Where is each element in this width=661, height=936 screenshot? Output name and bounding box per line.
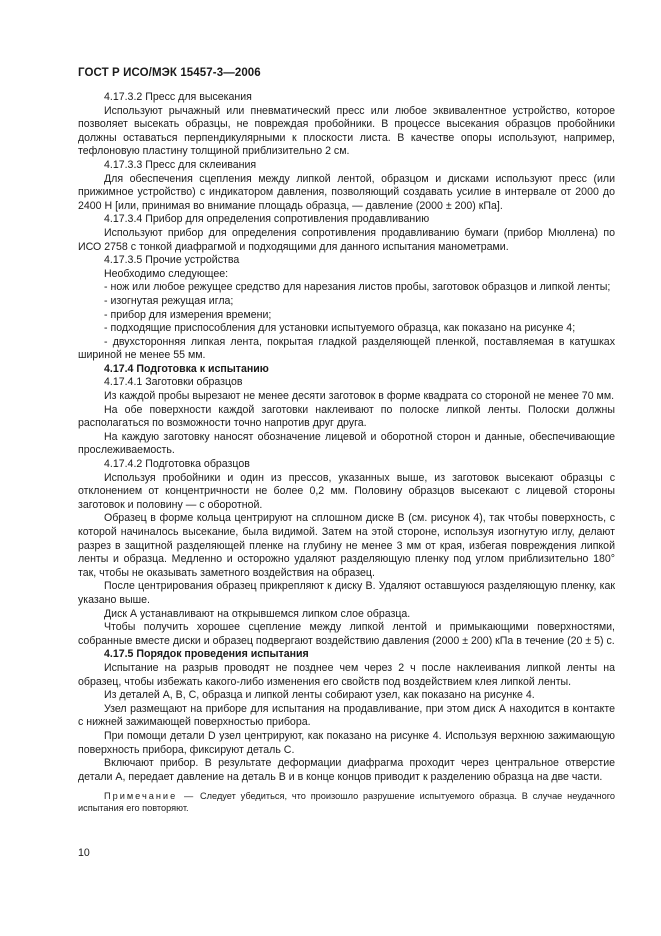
paragraph: Используя пробойники и один из прессов, указанных выше, из заготовок высекают образцы с отклонением от концентричности не более 0,2 мм. Половину образцов высекают с лицевой стороны заготовок и половину — с оборотной.	[78, 471, 615, 511]
paragraph: После центрирования образец прикрепляют к диску В. Удаляют оставшуюся разделяющую пленку, как указано выше.	[78, 580, 615, 606]
paragraph: Используют рычажный или пневматический пресс или любое эквивалентное устройство, которое позволяет высекать образцы, не повреждая пробойники. В процессе высекания образцов пробойники должны оставаться перпендикулярными к плоскости листа. В качестве опоры используют, например, тефлоновую пластину толщиной приблизительно 2 см.	[78, 104, 615, 158]
paragraph: 4.17.4 Подготовка к испытанию	[104, 362, 269, 375]
document-body	[78, 91, 615, 823]
paragraph: Используют прибор для определения сопротивления продавливанию бумаги (прибор Мюллена) по ИСО 2758 с тонкой диафрагмой и подходящими для данного испытания манометрами.	[78, 226, 615, 253]
document-header: ГОСТ Р ИСО/МЭК 15457-3—2006	[78, 67, 261, 79]
paragraph: - двухсторонняя липкая лента, покрытая гладкой разделяющей пленкой, поставляемая в катушках шириной не менее 55 мм.	[78, 335, 615, 362]
paragraph: - нож или любое режущее средство для нарезания листов пробы, заготовок образцов и липкой ленты;	[104, 281, 611, 294]
paragraph: На каждую заготовку наносят обозначение лицевой и оборотной сторон и данные, обеспечивающие прослеживаемость.	[78, 430, 615, 457]
paragraph: Из деталей А, В, С, образца и липкой ленты собирают узел, как показано на рисунке 4.	[104, 689, 535, 702]
paragraph: Необходимо следующее:	[104, 267, 229, 280]
paragraph: 4.17.3.3 Пресс для склеивания	[104, 158, 257, 171]
paragraph: 4.17.3.4 Прибор для определения сопротивления продавливанию	[104, 213, 430, 226]
paragraph-list	[78, 91, 615, 784]
paragraph: - подходящие приспособления для установки испытуемого образца, как показано на рисунке 4;	[104, 322, 576, 335]
paragraph: Для обеспечения сцепления между липкой лентой, образцом и дисками используют пресс (или прижимное устройство) с индикатором давления, позволяющий создавать усилие в интервале от 2000 до 2400 Н [или, принимая во внимание площадь образца, — давление (2000 ± 200) кПа].	[78, 172, 615, 212]
paragraph: Диск А устанавливают на открывшемся липком слое образца.	[104, 607, 411, 620]
paragraph: 4.17.3.2 Пресс для высекания	[104, 91, 252, 103]
paragraph: Узел размещают на приборе для испытания на продавливание, при этом диск А находится в контакте с нижней зажимающей поверхностью прибора.	[78, 702, 615, 729]
page-number: 10	[78, 847, 90, 859]
paragraph: На обе поверхности каждой заготовки наклеивают по полоске липкой ленты. Полоски должны располагаться по возможности точно напротив друг друга.	[78, 403, 615, 430]
paragraph: При помощи детали D узел центрируют, как показано на рисунке 4. Используя верхнюю зажимающую поверхность прибора, фиксируют деталь С.	[78, 729, 615, 756]
paragraph: Чтобы получить хорошее сцепление между липкой лентой и примыкающими поверхностями, собранные вместе диски и образец подвергают воздействию давления (2000 ± 200) кПа в течение (20 ± 5) с.	[78, 621, 615, 647]
note-text: Следует убедиться, что произошло разрушение испытуемого образца. В случае неудачного испытания его повторяют.	[78, 791, 615, 814]
paragraph: Испытание на разрыв проводят не позднее чем через 2 ч после наклеивания липкой ленты на образец, чтобы избежать какого-либо изменения его свойств под воздействием клея липкой ленты.	[78, 661, 615, 688]
note-label: Примечание —	[104, 791, 196, 802]
paragraph: 4.17.5 Порядок проведения испытания	[104, 648, 309, 661]
paragraph: Образец в форме кольца центрируют на сплошном диске В (см. рисунок 4), так чтобы поверхность, с которой начиналось высекание, была видимой. Затем на этой стороне, используя изогнутую иглу, делают разрез в защитной разделяющей пленке на глубину не менее 3 мм от края, избегая повреждения липкой ленты и образца. Медленно и осторожно удаляют разделяющую пленку под углом приблизительно 180° так, чтобы не оказывать заметного воздействия на образец.	[78, 512, 615, 579]
note	[78, 790, 615, 814]
paragraph: 4.17.3.5 Прочие устройства	[104, 254, 240, 267]
paragraph: - прибор для измерения времени;	[104, 308, 272, 321]
paragraph: Включают прибор. В результате деформации диафрагма проходит через центральное отверстие детали А, передает давление на деталь В и в конце концов приводит к разделению образца на две части.	[78, 757, 615, 783]
paragraph: 4.17.4.2 Подготовка образцов	[104, 458, 250, 471]
paragraph: 4.17.4.1 Заготовки образцов	[104, 376, 243, 389]
paragraph: Из каждой пробы вырезают не менее десяти заготовок в форме квадрата со стороной не менее 70 мм.	[104, 390, 615, 403]
paragraph: - изогнутая режущая игла;	[104, 294, 234, 307]
